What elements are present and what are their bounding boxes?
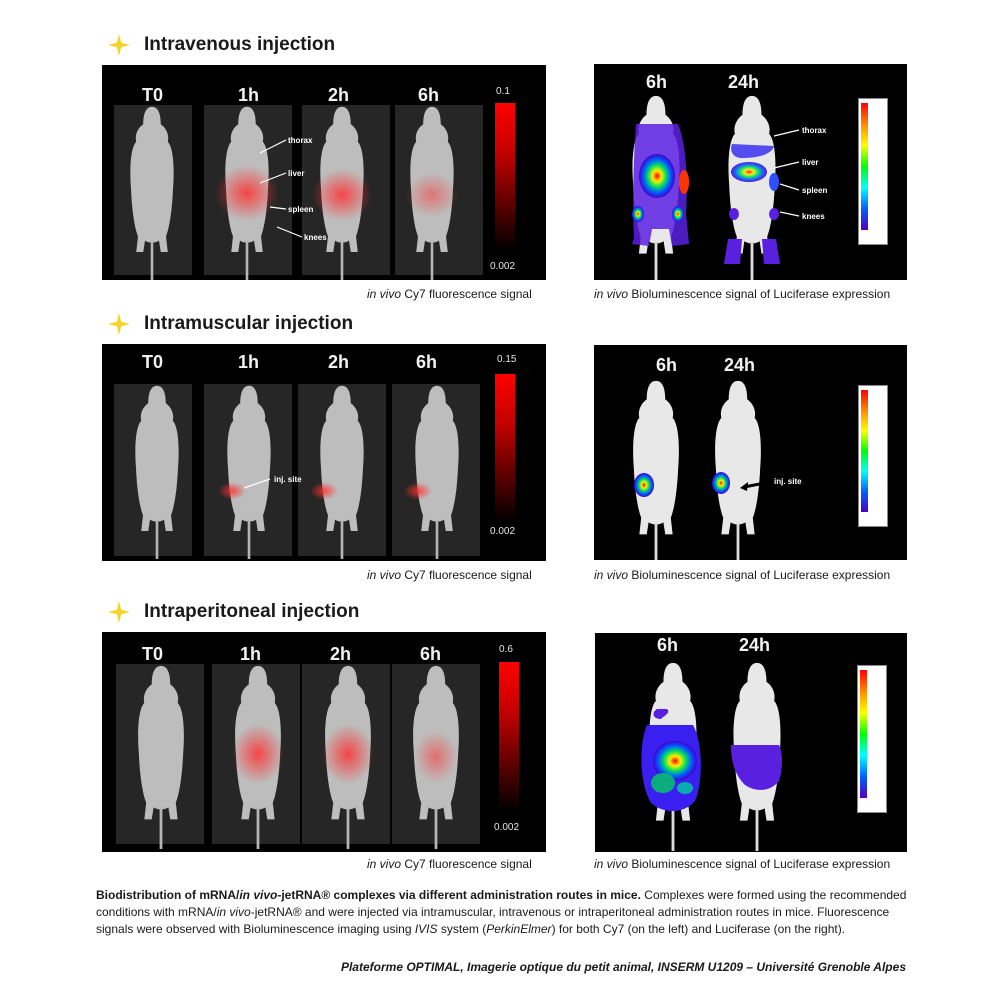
im-bioluminescence-panel [594, 345, 907, 560]
scale-min: 0.002 [494, 822, 520, 833]
scale-max: 0.6 [499, 644, 513, 655]
im-fluorescence-image [102, 344, 546, 561]
section-title-intravenous: Intravenous injection [108, 34, 335, 56]
time-label-6h-lum: 6h [646, 72, 668, 92]
time-label-24h-lum: 24h [728, 72, 760, 92]
im-bioluminescence-caption: in vivo Bioluminescence signal of Luciferase expression [594, 568, 891, 582]
time-label-2h: 2h [328, 85, 350, 105]
fluorescence-scale-bar [499, 662, 519, 812]
scale-min: 0.002 [490, 526, 516, 537]
time-label-t0: T0 [142, 85, 164, 105]
time-label-6h-lum: 6h [656, 355, 678, 375]
annotation-inj-site: inj. site [774, 477, 802, 486]
fluorescence-scale-bar [495, 103, 515, 251]
time-label-2h: 2h [330, 644, 352, 664]
star-icon [108, 34, 130, 56]
bioluminescence-scale-bar [858, 385, 888, 527]
time-label-24h-lum: 24h [724, 355, 756, 375]
iv-bioluminescence-caption: in vivo Bioluminescence signal of Luciferase expression [594, 287, 891, 301]
time-label-1h: 1h [240, 644, 262, 664]
time-label-1h: 1h [238, 85, 260, 105]
time-label-6h-lum: 6h [657, 635, 679, 655]
iv-bioluminescence-panel [594, 64, 907, 280]
ip-fluorescence-panel [102, 632, 546, 852]
annotation-spleen: spleen [288, 205, 314, 214]
time-label-24h-lum: 24h [739, 635, 771, 655]
iv-fluorescence-image [102, 65, 546, 280]
im-fluorescence-caption: in vivo Cy7 fluorescence signal [367, 568, 532, 582]
time-label-t0: T0 [142, 352, 164, 372]
bioluminescence-scale-bar [857, 665, 887, 813]
scale-max: 0.15 [497, 354, 517, 365]
time-label-6h: 6h [416, 352, 438, 372]
annotation-knees: knees [304, 233, 327, 242]
ip-fluorescence-caption: in vivo Cy7 fluorescence signal [367, 857, 532, 871]
ip-fluorescence-image [102, 632, 546, 852]
scale-max: 0.1 [496, 86, 510, 97]
ip-bioluminescence-caption: in vivo Bioluminescence signal of Luciferase expression [594, 857, 891, 871]
star-icon [108, 601, 130, 623]
annotation-knees: knees [802, 212, 825, 221]
im-fluorescence-panel [102, 344, 546, 561]
iv-fluorescence-caption: in vivo Cy7 fluorescence signal [367, 287, 532, 301]
time-label-t0: T0 [142, 644, 164, 664]
star-icon [108, 313, 130, 335]
iv-fluorescence-panel [102, 65, 546, 280]
annotation-liver: liver [288, 169, 305, 178]
time-label-2h: 2h [328, 352, 350, 372]
time-label-1h: 1h [238, 352, 260, 372]
annotation-spleen: spleen [802, 186, 828, 195]
credit-line: Plateforme OPTIMAL, Imagerie optique du petit animal, INSERM U1209 – Université Grenoble Alpes [340, 960, 906, 974]
annotation-thorax: thorax [288, 136, 313, 145]
figure-legend: Biodistribution of mRNA/in vivo-jetRNA® complexes via different administration routes in mice. Complexes were formed using the recommended conditions with mRNA/in vivo-jetRNA® and were injected via intramuscular, intravenous or intraperitoneal administration routes in mice. Fluorescence signals were observed with Bioluminescence imaging using IVIS system (PerkinElmer) for both Cy7 (on the left) and Luciferase (on the right). [96, 888, 907, 936]
annotation-thorax: thorax [802, 126, 827, 135]
section-title-intraperitoneal: Intraperitoneal injection [108, 601, 359, 623]
annotation-liver: liver [802, 158, 819, 167]
time-label-6h: 6h [420, 644, 442, 664]
scale-min: 0.002 [490, 261, 516, 272]
fluorescence-scale-bar [495, 374, 515, 522]
ip-bioluminescence-panel [595, 633, 907, 852]
section-title-intramuscular: Intramuscular injection [108, 313, 353, 335]
bioluminescence-scale-bar [858, 98, 888, 245]
annotation-inj-site: inj. site [274, 475, 302, 484]
time-label-6h: 6h [418, 85, 440, 105]
